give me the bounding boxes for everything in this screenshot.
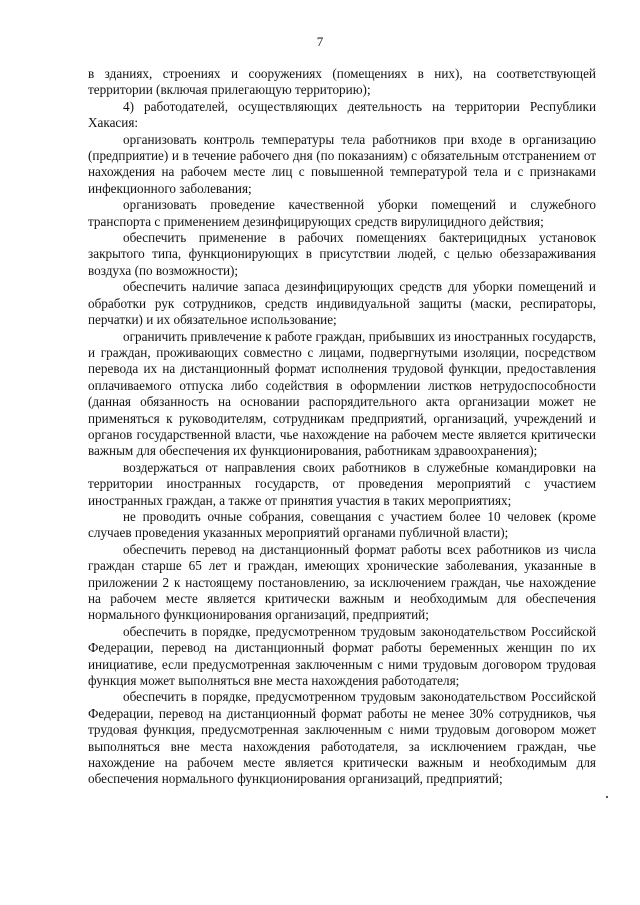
page-number: 7 <box>316 34 324 49</box>
paragraph-employers-heading: 4) работодателей, осуществляющих деятельность на территории Республики Хакасия: <box>88 98 596 131</box>
paragraph-bactericidal-units: обеспечить применение в рабочих помещениях бактерицидных установок закрытого типа, функционирующих в присутствии людей, с целью обеззараживания воздуха (по возможности); <box>88 230 596 278</box>
paragraph-remote-65-plus: обеспечить перевод на дистанционный формат работы всех работников из числа граждан старше 65 лет и граждан, имеющих хронические заболевания, указанные в приложении 2 к настоящему постановлению, за исключением граждан, чье нахождение на рабочем месте является критически важным и необходимым для обеспечения нормального функционирования организаций, предприятий; <box>88 541 596 623</box>
paragraph-remote-30-percent: обеспечить в порядке, предусмотренном трудовым законодательством Российской Федерации, перевод на дистанционный формат работы не менее 30% сотрудников, чья трудовая функция, предусмотренная заключенным с ними трудовым договором может выполняться вне места нахождения работодателя, за исключением граждан, чье нахождение на рабочем месте является критически важным и необходимым для обеспечения нормального функционирования организаций, предприятий; <box>88 689 596 787</box>
document-body <box>88 66 596 788</box>
paragraph-continuation: в зданиях, строениях и сооружениях (помещениях в них), на соответствующей территории (включая прилегающую территорию); <box>88 66 596 98</box>
paragraph-business-trips: воздержаться от направления своих работников в служебные командировки на территории иностранных государств, от проведения мероприятий с участием иностранных граждан, а также от принятия участия в таких мероприятиях; <box>88 459 596 508</box>
paragraph-cleaning: организовать проведение качественной уборки помещений и служебного транспорта с применением дезинфицирующих средств вирулицидного действия; <box>88 197 596 229</box>
paragraph-temperature-control: организовать контроль температуры тела работников при входе в организацию (предприятие) и в течение рабочего дня (по показаниям) с обязательным отстранением от нахождения на рабочем месте лиц с повышенной температурой тела и с признаками инфекционного заболевания; <box>88 131 596 196</box>
paragraph-limit-foreign-arrivals: ограничить привлечение к работе граждан, прибывших из иностранных государств, и граждан, проживающих совместно с лицами, подвергнутыми изоляции, посредством перевода их на дистанционный формат исполнения трудовой функции, предоставления оплачиваемого отпуска либо содействия в оформлении листков нетрудоспособности (данная обязанность на основании распорядительного акта организации может не применяться к руководителям, сотрудникам предприятий, организаций, учреждений и органов государственной власти, чье нахождение на рабочем месте является критически важным для обеспечения их функционирования, работникам здравоохранения); <box>88 328 596 459</box>
paragraph-meetings: не проводить очные собрания, совещания с участием более 10 человек (кроме случаев проведения указанных мероприятий органами публичной власти); <box>88 508 596 541</box>
paragraph-remote-pregnant: обеспечить в порядке, предусмотренном трудовым законодательством Российской Федерации, перевод на дистанционный формат работы беременных женщин по их инициативе, если предусмотренная заключенным с ними трудовым договором трудовая функция может выполняться вне места нахождения работодателя; <box>88 623 596 689</box>
paragraph-disinfectants-supply: обеспечить наличие запаса дезинфицирующих средств для уборки помещений и обработки рук сотрудников, средств индивидуальной защиты (маски, респираторы, перчатки) и их обязательное использование; <box>88 279 596 328</box>
margin-dot <box>606 796 608 798</box>
